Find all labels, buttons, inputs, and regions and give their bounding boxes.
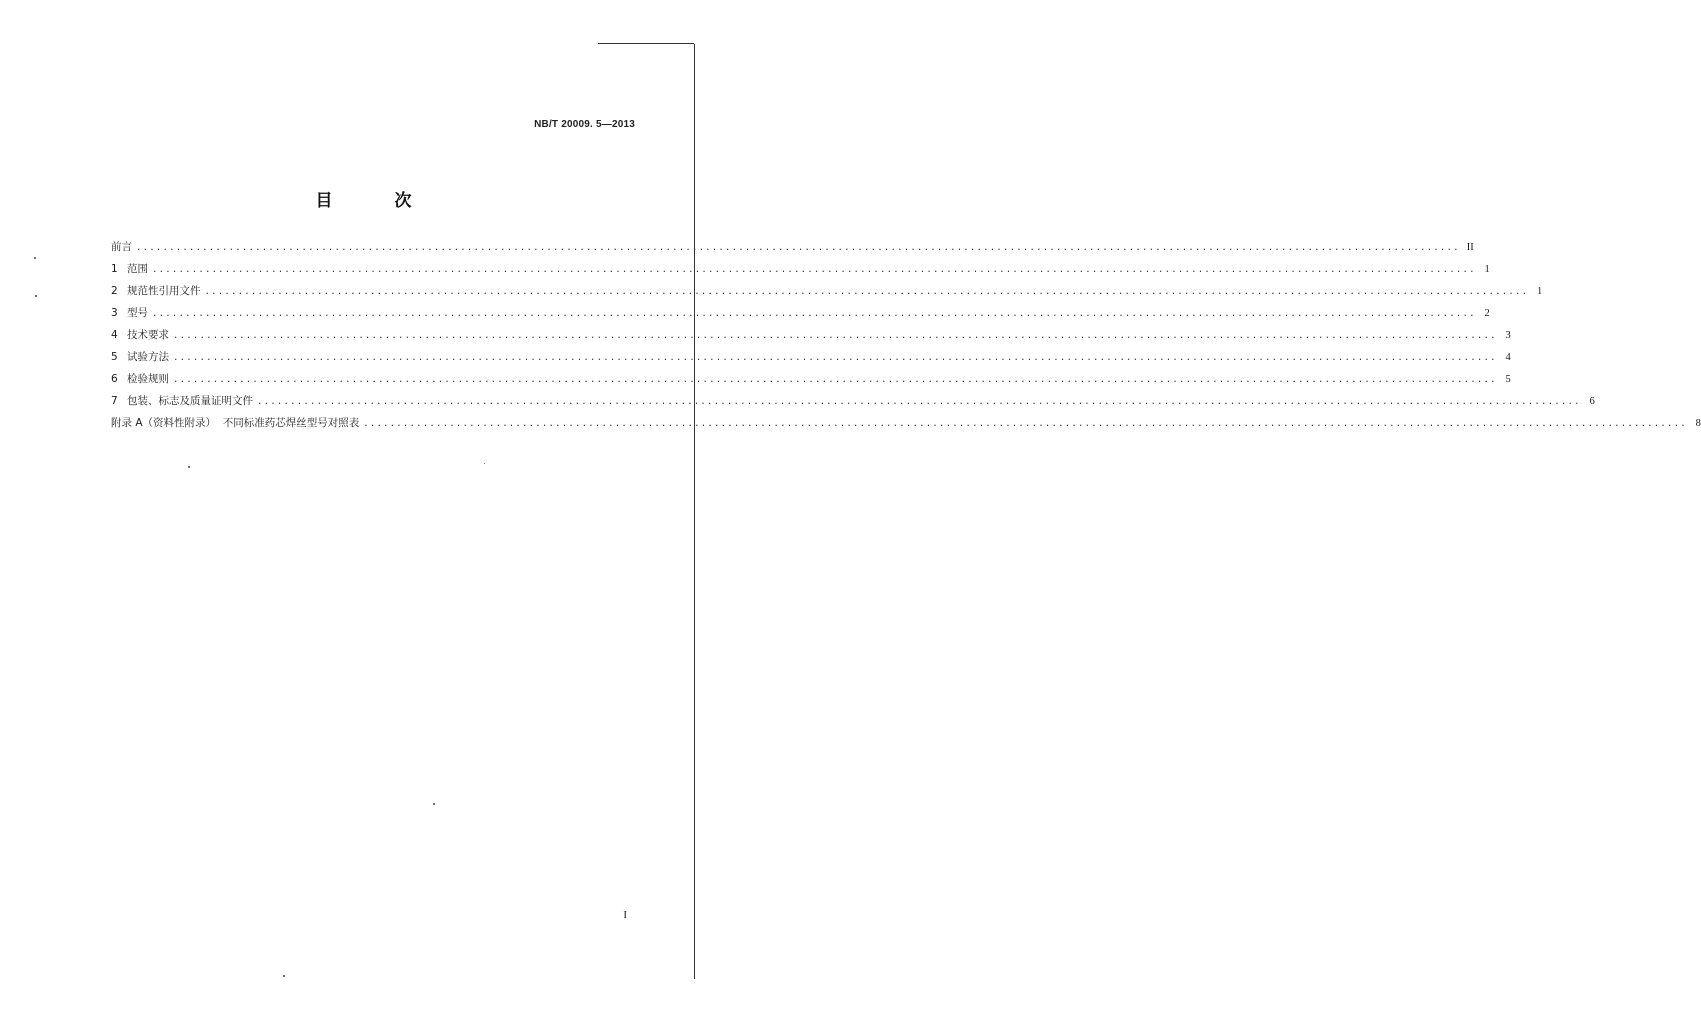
toc-entry-technical-requirements[interactable]: [111, 324, 1511, 346]
toc-entry-scope[interactable]: [111, 258, 1490, 280]
scan-speck: [188, 466, 190, 468]
scan-speck: [35, 295, 37, 297]
toc-entry-label: 前言: [111, 241, 132, 253]
toc-entry-page: 8: [1695, 418, 1701, 429]
scan-speck: [283, 975, 285, 977]
toc-entry-number: 4: [111, 329, 118, 341]
toc-leader-dots: ........................................................................................................................................................................................................: [173, 353, 1497, 363]
toc-title: 目 次: [315, 191, 440, 211]
scan-speck: [34, 257, 36, 259]
page-number: I: [623, 909, 627, 921]
toc-entry-page: 2: [1484, 308, 1490, 319]
toc-entry-model[interactable]: [111, 302, 1490, 324]
toc-entry-number: 6: [111, 373, 118, 385]
toc-entry-page: 3: [1505, 330, 1511, 341]
toc-entry-number: 7: [111, 395, 118, 407]
toc-entry-label: 包装、标志及质量证明文件: [127, 395, 253, 407]
toc-leader-dots: ........................................................................................................................................................................................................: [363, 419, 1687, 429]
toc-entry-label: 规范性引用文件: [127, 285, 201, 297]
standard-code: NB/T 20009. 5—2013: [534, 119, 635, 130]
scan-speck: [484, 463, 485, 464]
toc-entry-annex-a[interactable]: [111, 412, 1701, 434]
toc-entry-packaging-marking[interactable]: [111, 390, 1595, 412]
toc-entry-page: 4: [1505, 352, 1511, 363]
toc-leader-dots: ........................................................................................................................................................................................................: [173, 375, 1497, 385]
toc-leader-dots: ........................................................................................................................................................................................................: [173, 331, 1497, 341]
toc-entry-page: 1: [1484, 264, 1490, 275]
toc-entry-test-methods[interactable]: [111, 346, 1511, 368]
toc-leader-dots: ........................................................................................................................................................................................................: [204, 287, 1529, 297]
page-edge-top: [598, 43, 694, 44]
toc-leader-dots: ........................................................................................................................................................................................................: [152, 309, 1476, 319]
toc-leader-dots: ........................................................................................................................................................................................................: [152, 265, 1476, 275]
toc-entry-page: 1: [1536, 286, 1543, 297]
table-of-contents: [111, 236, 1701, 434]
toc-entry-inspection-rules[interactable]: [111, 368, 1511, 390]
toc-entry-label: 范围: [127, 263, 148, 275]
page-edge-right: [694, 44, 695, 979]
toc-entry-label: 检验规则: [127, 373, 169, 385]
toc-leader-dots: ........................................................................................................................................................................................................: [257, 397, 1581, 407]
toc-entry-page: II: [1466, 242, 1474, 253]
scan-speck: [433, 803, 435, 805]
toc-entry-number: 3: [111, 307, 118, 319]
toc-entry-number: 2: [111, 285, 118, 297]
toc-entry-label: 试验方法: [127, 351, 169, 363]
toc-entry-foreword[interactable]: [111, 236, 1474, 258]
toc-entry-number: 5: [111, 351, 118, 363]
toc-leader-dots: ........................................................................................................................................................................................................: [136, 243, 1460, 253]
toc-entry-label: 型号: [127, 307, 148, 319]
toc-entry-label: 技术要求: [127, 329, 169, 341]
toc-entry-normative-references[interactable]: [111, 280, 1543, 302]
toc-entry-label: 附录 A（资料性附录） 不同标准药芯焊丝型号对照表: [111, 417, 360, 429]
toc-entry-page: 6: [1589, 396, 1595, 407]
toc-entry-page: 5: [1505, 374, 1511, 385]
toc-entry-number: 1: [111, 263, 118, 275]
